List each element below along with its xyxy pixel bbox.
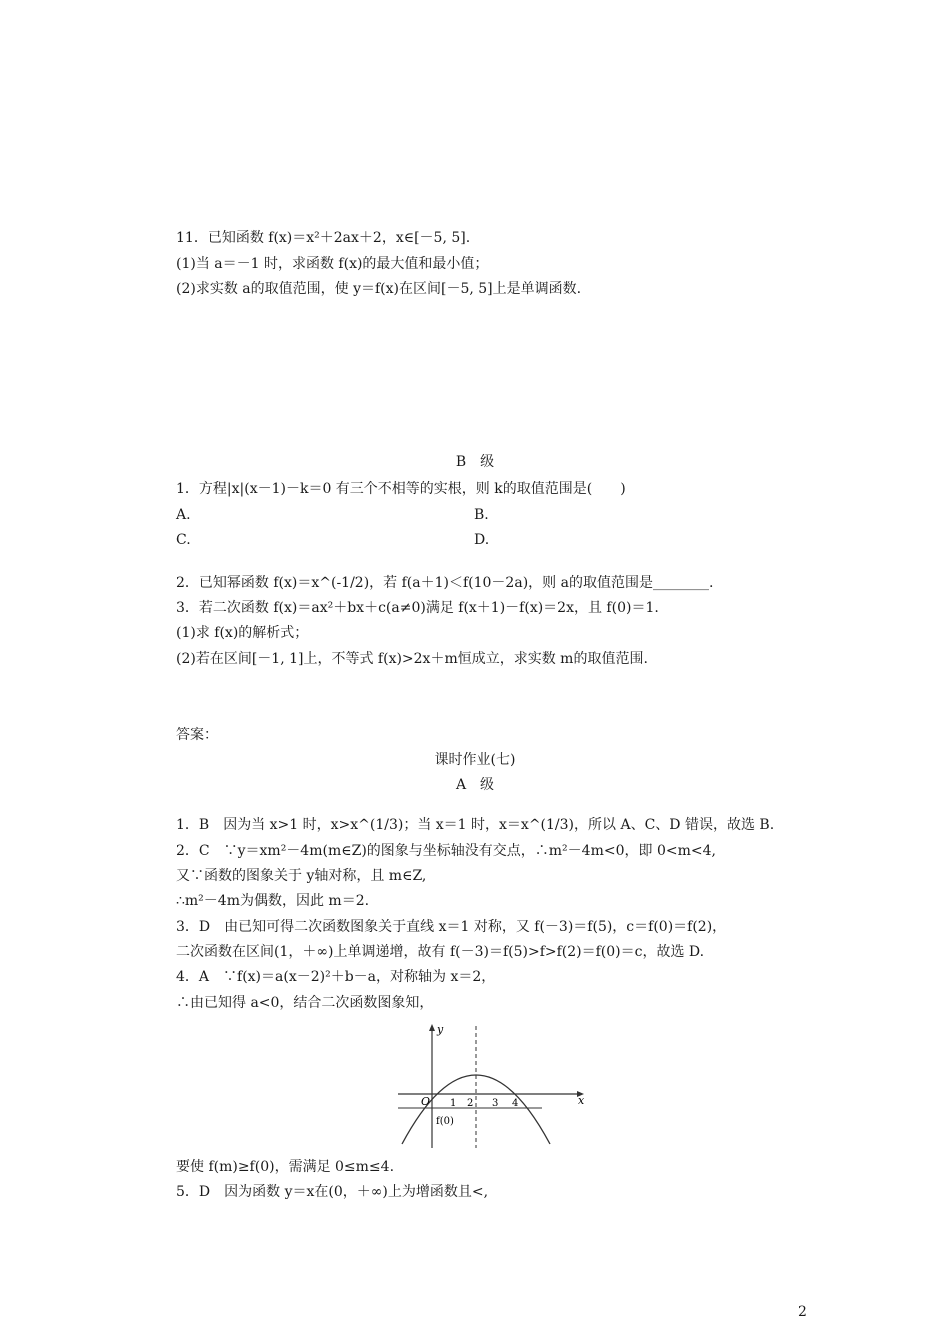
problem11-part1: (1)当 a＝－1 时，求函数 f(x)的最大值和最小值； xyxy=(176,256,489,272)
answers-title: 课时作业(七) xyxy=(434,752,516,768)
levelb-q3-part1: (1)求 f(x)的解析式； xyxy=(176,625,309,641)
level-b-heading: B 级 xyxy=(455,454,495,470)
f0-label: f(0) xyxy=(436,1116,454,1127)
answer-1: 1．B 因为当 x>1 时，x>x^(1/3)；当 x＝1 时，x＝x^(1/3)，所以 A、C、D 错误，故选 B. xyxy=(176,817,775,833)
tick-label-2: 2 xyxy=(467,1098,474,1109)
answer-3-line2: 二次函数在区间(1，＋∞)上单调递增，故有 f(－3)＝f(5)>f>f(2)＝f(0)＝c，故选 D. xyxy=(176,944,705,960)
answer-4-line3: 要使 f(m)≥f(0)，需满足 0≤m≤4. xyxy=(176,1159,395,1175)
answers-label: 答案： xyxy=(176,727,218,743)
option-d: D. xyxy=(474,532,490,548)
answer-4-line1: 4．A ∵f(x)＝a(x－2)²＋b－a，对称轴为 x＝2， xyxy=(176,969,496,985)
answer-4-line2: ∴由已知得 a<0，结合二次函数图象知， xyxy=(176,995,434,1011)
y-axis-arrow xyxy=(429,1024,435,1031)
levelb-q2: 2．已知幂函数 f(x)＝x^(-1/2)，若 f(a＋1)＜f(10－2a)，则 a的取值范围是________. xyxy=(176,575,714,591)
level-a-heading: A 级 xyxy=(455,777,495,793)
answer-2-line1: 2．C ∵y＝xm²－4m(m∈Z)的图象与坐标轴没有交点，∴m²－4m<0，即 0<m<4, xyxy=(176,843,716,859)
y-axis-label: y xyxy=(437,1023,444,1036)
option-c: C. xyxy=(176,532,191,548)
origin-label: O xyxy=(421,1095,431,1108)
option-b: B. xyxy=(474,507,489,523)
answer-2-line2: 又∵函数的图象关于 y轴对称，且 m∈Z, xyxy=(176,868,427,884)
problem11-part2: (2)求实数 a的取值范围，使 y＝f(x)在区间[－5, 5]上是单调函数. xyxy=(176,281,582,297)
levelb-q1: 1．方程|x|(x－1)－k＝0 有三个不相等的实根，则 k的取值范围是( ) xyxy=(176,481,626,497)
tick-label-3: 3 xyxy=(492,1098,499,1109)
page-number: 2 xyxy=(798,1304,807,1320)
tick-label-1: 1 xyxy=(450,1098,457,1109)
parabola-graph xyxy=(394,1020,594,1150)
levelb-q3-part2: (2)若在区间[－1, 1]上，不等式 f(x)>2x＋m恒成立，求实数 m的取值范围. xyxy=(176,651,648,667)
levelb-q3: 3．若二次函数 f(x)＝ax²＋bx＋c(a≠0)满足 f(x＋1)－f(x)＝2x，且 f(0)＝1. xyxy=(176,600,659,616)
tick-label-4: 4 xyxy=(512,1098,519,1109)
problem11-stem: 11．已知函数 f(x)＝x²＋2ax＋2，x∈[－5, 5]. xyxy=(176,230,471,246)
answer-5: 5．D 因为函数 y＝x在(0，＋∞)上为增函数且<, xyxy=(176,1184,489,1200)
option-a: A. xyxy=(176,507,191,523)
answer-3-line1: 3．D 由已知可得二次函数图象关于直线 x＝1 对称，又 f(－3)＝f(5)，c＝f(0)＝f(2)， xyxy=(176,919,727,935)
answer-2-line3: ∴m²－4m为偶数，因此 m＝2. xyxy=(176,893,370,909)
x-axis-label: x xyxy=(578,1094,585,1107)
